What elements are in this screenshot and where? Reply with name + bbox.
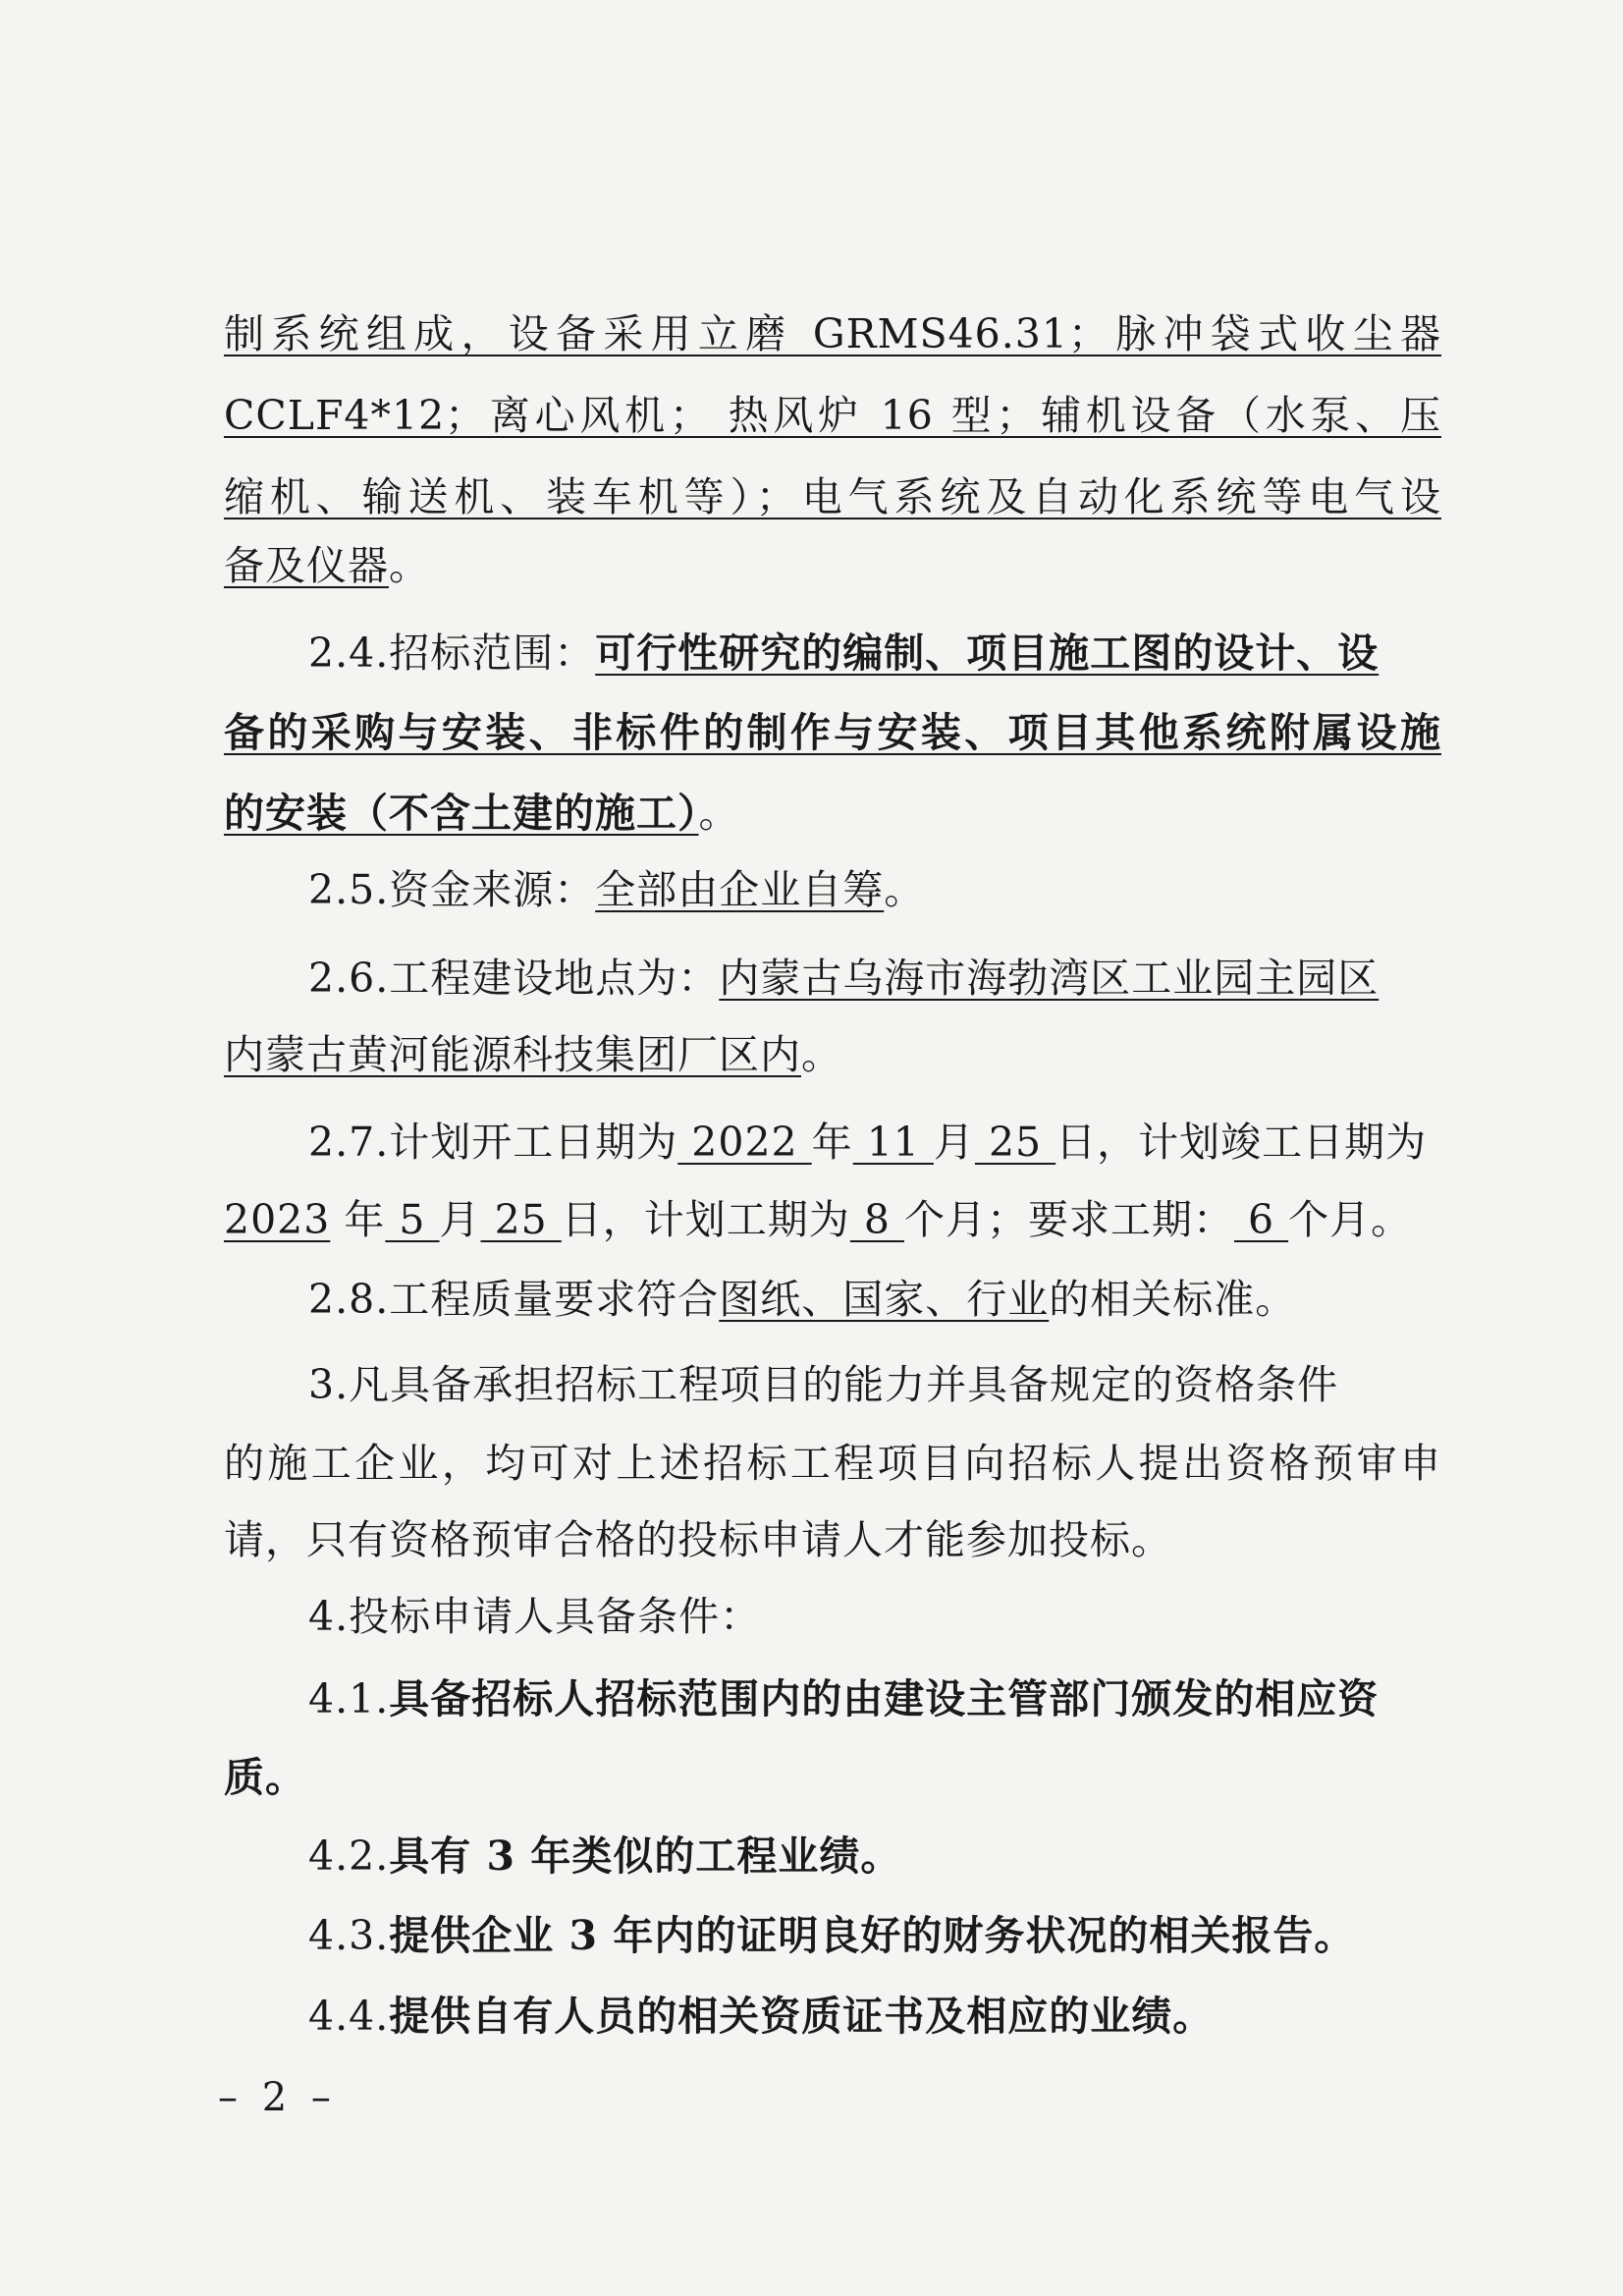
text-segment: 。: [801, 1031, 842, 1078]
text-line-5: [308, 626, 1379, 681]
text-line-12: [224, 1192, 1412, 1247]
bold-underlined-text: 备的采购与安装、非标件的制作与安装、项目其他系统附属设施: [224, 709, 1441, 756]
text-line-9: [308, 951, 1379, 1006]
text-line-14: [308, 1357, 1338, 1412]
text-segment: 月: [933, 1119, 975, 1166]
section-label: 2.6.工程建设地点为：: [308, 955, 720, 1002]
text-line-21: [308, 1908, 1355, 1963]
item-number: 4.4.: [308, 1993, 390, 2040]
bold-text: 质。: [224, 1754, 306, 1801]
text-segment: 日，计划工期为: [561, 1196, 850, 1243]
text-line-4: [224, 538, 430, 593]
section-heading: 4.投标申请人具备条件：: [308, 1593, 762, 1640]
section-label: 2.7.计划开工日期为: [308, 1119, 678, 1166]
end-year: 2023: [224, 1196, 331, 1243]
text-segment-underlined: 内蒙古乌海市海勃湾区工业园主园区: [719, 955, 1380, 1002]
text-segment: 3.凡具备承担招标工程项目的能力并具备规定的资格条件: [308, 1361, 1339, 1408]
text-line-17: [308, 1589, 761, 1644]
bold-text: 提供自有人员的相关资质证书及相应的业绩。: [389, 1993, 1215, 2040]
text-segment: CCLF4*12；离心风机； 热风炉 16 型；辅机设备（水泵、压: [224, 392, 1441, 439]
end-month: 5: [385, 1196, 440, 1243]
start-day: 25: [974, 1119, 1056, 1166]
text-line-6: [224, 705, 1441, 760]
text-line-7: [224, 786, 740, 841]
item-number: 4.1.: [308, 1675, 390, 1722]
text-line-1: [224, 306, 1441, 361]
text-segment: 请，只有资格预审合格的投标申请人才能参加投标。: [224, 1516, 1172, 1563]
text-segment: 月: [439, 1196, 481, 1243]
text-line-10: [224, 1027, 842, 1082]
planned-duration: 8: [849, 1196, 904, 1243]
item-number: 4.2.: [308, 1832, 390, 1880]
text-segment-underlined: 备及仪器: [224, 542, 389, 589]
bold-text: 提供企业 3 年内的证明良好的财务状况的相关报告。: [389, 1912, 1356, 1959]
start-year: 2022: [677, 1119, 812, 1166]
text-segment: 日，计划竣工日期为: [1055, 1119, 1428, 1166]
end-day: 25: [480, 1196, 562, 1243]
text-line-18: [308, 1671, 1379, 1726]
text-segment: 。: [884, 866, 926, 913]
text-line-8: [308, 862, 925, 917]
text-line-2: [224, 388, 1441, 443]
text-segment: 的相关标准。: [1049, 1276, 1297, 1323]
text-line-16: [224, 1512, 1172, 1567]
text-segment: 。: [389, 542, 430, 589]
section-label: 2.8.工程质量要求符合: [308, 1276, 720, 1323]
item-number: 4.3.: [308, 1912, 390, 1959]
text-line-3: [224, 469, 1441, 524]
text-segment: 个月。: [1288, 1196, 1413, 1243]
text-line-13: [308, 1272, 1296, 1327]
start-month: 11: [852, 1119, 934, 1166]
bold-underlined-text: 的安装（不含土建的施工）: [224, 790, 699, 837]
text-segment: 个月；要求工期：: [903, 1196, 1234, 1243]
text-line-22: [308, 1989, 1214, 2044]
bold-underlined-text: 可行性研究的编制、项目施工图的设计、设: [595, 629, 1380, 677]
section-label: 2.4.招标范围：: [308, 629, 596, 677]
text-segment: 制系统组成，设备采用立磨 GRMS46.31；脉冲袋式收尘器: [224, 310, 1441, 357]
bold-text: 具有 3 年类似的工程业绩。: [389, 1832, 902, 1880]
text-line-15: [224, 1436, 1441, 1491]
text-segment: 的施工企业，均可对上述招标工程项目向招标人提出资格预审申: [224, 1440, 1441, 1487]
text-line-19: [224, 1750, 306, 1805]
text-segment-underlined: 内蒙古黄河能源科技集团厂区内: [224, 1031, 801, 1078]
text-segment-underlined: 图纸、国家、行业: [719, 1276, 1050, 1323]
required-duration: 6: [1233, 1196, 1289, 1243]
page-number: – 2 –: [218, 2075, 337, 2120]
text-segment: 年: [330, 1196, 386, 1243]
bold-text: 具备招标人招标范围内的由建设主管部门颁发的相应资: [389, 1675, 1380, 1722]
text-line-11: [308, 1115, 1427, 1170]
text-segment: 年: [811, 1119, 853, 1166]
text-line-20: [308, 1829, 901, 1884]
text-segment-underlined: 全部由企业自筹: [595, 866, 885, 913]
text-segment: 缩机、输送机、装车机等）；电气系统及自动化系统等电气设: [224, 473, 1441, 520]
section-label: 2.5.资金来源：: [308, 866, 596, 913]
text-segment: 。: [698, 790, 740, 837]
